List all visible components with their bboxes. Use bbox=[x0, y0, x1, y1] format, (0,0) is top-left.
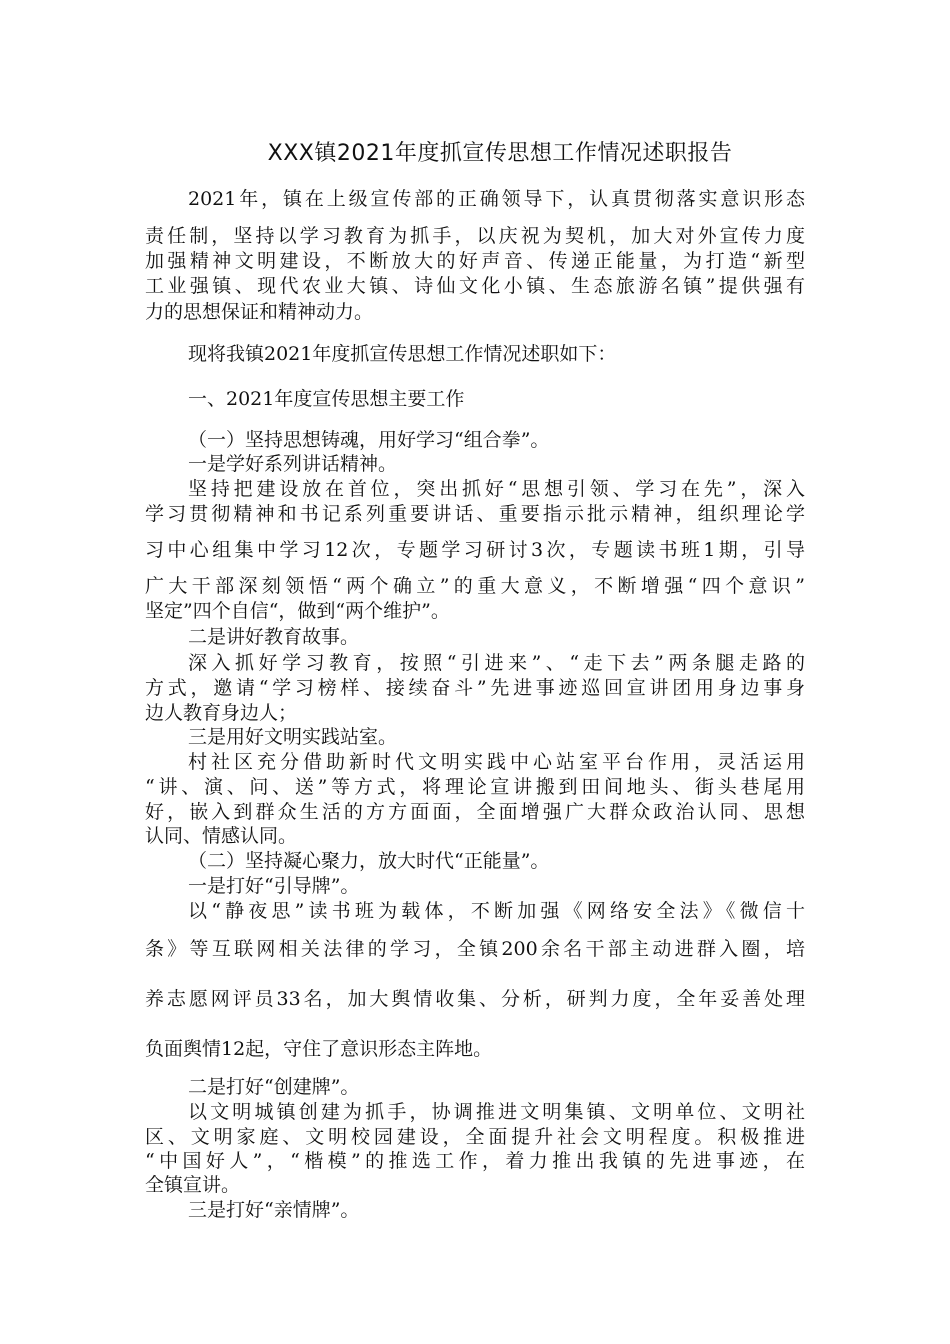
paragraph-line: 养志愿网评员33名，加大舆情收集、分析，研判力度，全年妥善处理 bbox=[145, 988, 805, 1010]
paragraph-line: 区、文明家庭、文明校园建设，全面提升社会文明程度。积极推进 bbox=[145, 1126, 805, 1148]
paragraph-line: 坚持把建设放在首位，突出抓好“思想引领、学习在先”，深入 bbox=[188, 478, 805, 500]
paragraph-line: 坚定”四个自信“，做到“两个维护”。 bbox=[145, 600, 450, 622]
document-title: XXX镇2021年度抓宣传思想工作情况述职报告 bbox=[267, 141, 733, 166]
item-heading: 三是打好“亲情牌”。 bbox=[188, 1199, 360, 1221]
paragraph-line: 广大干部深刻领悟“两个确立”的重大意义，不断增强“四个意识” bbox=[145, 575, 805, 597]
paragraph-line: 认同、情感认同。 bbox=[145, 825, 298, 847]
item-heading: 三是用好文明实践站室。 bbox=[188, 726, 398, 748]
paragraph-line: 习中心组集中学习12次，专题学习研讨3次，专题读书班1期，引导 bbox=[145, 539, 805, 561]
paragraph-line: 责任制，坚持以学习教育为抓手，以庆祝为契机，加大对外宣传力度 bbox=[145, 225, 805, 247]
paragraph-line: 以“静夜思”读书班为载体，不断加强《网络安全法》《微信十 bbox=[188, 900, 805, 922]
item-heading: 二是讲好教育故事。 bbox=[188, 626, 360, 648]
section-heading: 一、2021年度宣传思想主要工作 bbox=[188, 388, 465, 410]
paragraph-line: 深入抓好学习教育，按照“引进来”、“走下去”两条腿走路的 bbox=[188, 652, 805, 674]
paragraph-line: 负面舆情12起，守住了意识形态主阵地。 bbox=[145, 1038, 493, 1060]
paragraph-line: 方式，邀请“学习榜样、接续奋斗”先进事迹巡回宣讲团用身边事身 bbox=[145, 677, 805, 699]
paragraph-line: 学习贯彻精神和书记系列重要讲话、重要指示批示精神，组织理论学 bbox=[145, 503, 805, 525]
paragraph-line: 2021年，镇在上级宣传部的正确领导下，认真贯彻落实意识形态 bbox=[188, 188, 805, 210]
subsection-heading: （二）坚持凝心聚力，放大时代“正能量”。 bbox=[188, 850, 550, 872]
paragraph-line: 工业强镇、现代农业大镇、诗仙文化小镇、生态旅游名镇”提供强有 bbox=[145, 275, 805, 297]
paragraph-line: “中国好人”，“楷模”的推选工作，着力推出我镇的先进事迹，在 bbox=[145, 1150, 805, 1172]
paragraph-line: 现将我镇2021年度抓宣传思想工作情况述职如下： bbox=[188, 343, 617, 365]
paragraph-line: 加强精神文明建设，不断放大的好声音、传递正能量，为打造“新型 bbox=[145, 250, 805, 272]
paragraph-line: 力的思想保证和精神动力。 bbox=[145, 301, 374, 323]
paragraph-line: “讲、演、问、送”等方式，将理论宣讲搬到田间地头、街头巷尾用 bbox=[145, 776, 805, 798]
paragraph-line: 条》等互联网相关法律的学习，全镇200余名干部主动进群入圈，培 bbox=[145, 938, 805, 960]
paragraph-line: 边人教育身边人； bbox=[145, 702, 298, 724]
item-heading: 一是打好“引导牌”。 bbox=[188, 875, 360, 897]
paragraph-line: 全镇宣讲。 bbox=[145, 1174, 241, 1196]
paragraph-line: 村社区充分借助新时代文明实践中心站室平台作用，灵活运用 bbox=[188, 751, 805, 773]
item-heading: 一是学好系列讲话精神。 bbox=[188, 453, 398, 475]
paragraph-line: 好，嵌入到群众生活的方方面面，全面增强广大群众政治认同、思想 bbox=[145, 801, 805, 823]
item-heading: 二是打好“创建牌”。 bbox=[188, 1076, 360, 1098]
subsection-heading: （一）坚持思想铸魂，用好学习“组合拳”。 bbox=[188, 429, 550, 451]
paragraph-line: 以文明城镇创建为抓手，协调推进文明集镇、文明单位、文明社 bbox=[188, 1101, 805, 1123]
